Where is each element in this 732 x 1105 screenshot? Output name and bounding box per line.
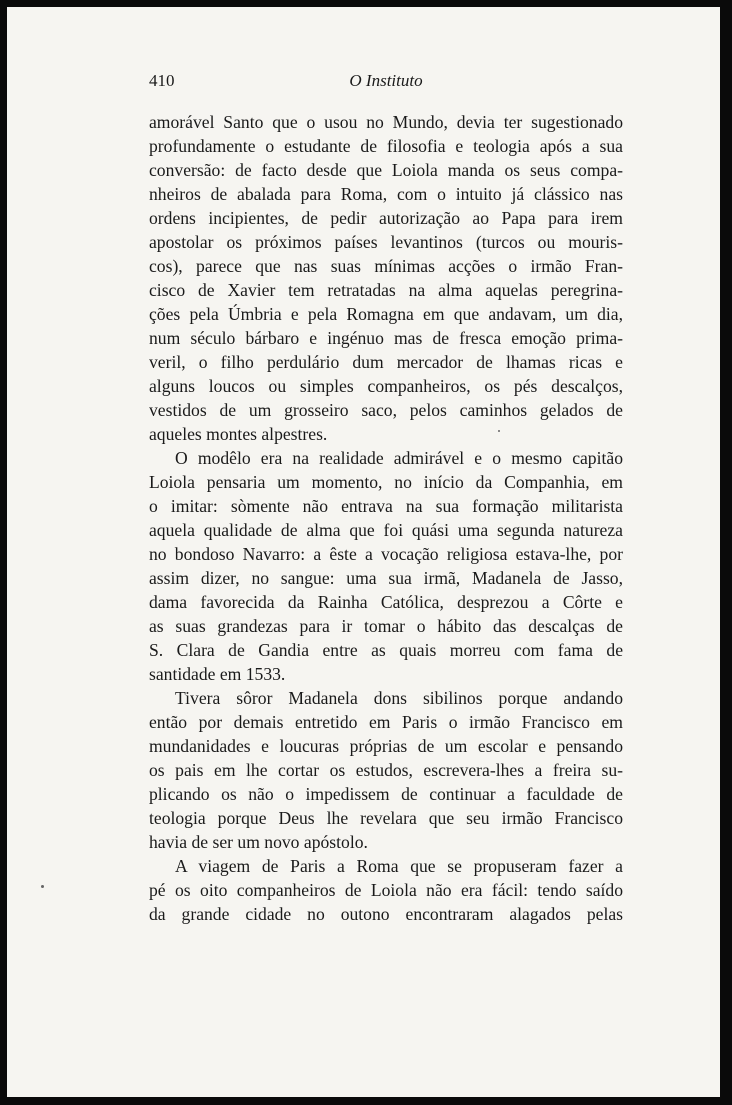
text-line: teologia porque Deus lhe revelara que seu irmão Francisco [149,808,623,828]
text-line: as suas grandezas para ir tomar o hábito das descalças de [149,616,623,636]
text-line: alguns loucos ou simples companheiros, os pés descalços, [149,376,623,396]
text-line: plicando os não o impedissem de continuar a faculdade de [149,784,623,804]
paragraph [149,686,623,854]
text-line: santidade em 1533. [149,664,286,684]
scan-speck [41,885,44,888]
text-line: O modêlo era na realidade admirável e o mesmo capitão [175,448,623,468]
text-line: Loiola pensaria um momento, no início da Companhia, em [149,472,623,492]
text-line: então por demais entretido em Paris o irmão Francisco em [149,712,623,732]
text-line: cos), parece que nas suas mínimas acções o irmão Fran- [149,256,623,276]
text-line: da grande cidade no outono encontraram alagados pelas [149,904,623,924]
text-line: o imitar: sòmente não entrava na sua formação militarista [149,496,623,516]
text-line: aquela qualidade de alma que foi quási uma segunda natureza [149,520,623,540]
text-line: apostolar os próximos países levantinos (turcos ou mouris- [149,232,623,252]
text-line: os pais em lhe cortar os estudos, escrevera-lhes a freira su- [149,760,623,780]
page-number: 410 [149,71,175,90]
text-line: conversão: de facto desde que Loiola manda os seus compa- [149,160,623,180]
paragraph [149,854,623,926]
text-line: num século bárbaro e ingénuo mas de fresca emoção prima- [149,328,623,348]
paragraph [149,446,623,686]
text-line: no bondoso Navarro: a êste a vocação religiosa estava-lhe, por [149,544,623,564]
text-line: ções pela Úmbria e pela Romagna em que andavam, um dia, [149,304,623,324]
text-line: cisco de Xavier tem retratadas na alma aquelas peregrina- [149,280,623,300]
page-header [149,71,623,93]
text-line: S. Clara de Gandia entre as quais morreu com fama de [149,640,623,660]
text-line: profundamente o estudante de filosofia e teologia após a sua [149,136,623,156]
text-line: veril, o filho perdulário dum mercador de lhamas ricas e [149,352,623,372]
text-line: ordens incipientes, de pedir autorização ao Papa para irem [149,208,623,228]
text-line: havia de ser um novo apóstolo. [149,832,368,852]
text-line: A viagem de Paris a Roma que se propuseram fazer a [175,856,623,876]
text-line: pé os oito companheiros de Loiola não era fácil: tendo saído [149,880,623,900]
scan-speck [498,430,500,432]
text-line: nheiros de abalada para Roma, com o intuito já clássico nas [149,184,623,204]
text-line: assim dizer, no sangue: uma sua irmã, Madanela de Jasso, [149,568,623,588]
running-title: O Instituto [349,71,423,90]
text-line: Tivera sôror Madanela dons sibilinos porque andando [175,688,623,708]
book-page [7,7,720,1097]
text-line: vestidos de um grosseiro saco, pelos caminhos gelados de [149,400,623,420]
text-line: aqueles montes alpestres. [149,424,328,444]
text-line: mundanidades e loucuras próprias de um escolar e pensando [149,736,623,756]
text-line: amorável Santo que o usou no Mundo, devia ter sugestionado [149,112,623,132]
body-text [149,110,623,926]
paragraph [149,110,623,446]
text-line: dama favorecida da Rainha Católica, desprezou a Côrte e [149,592,623,612]
